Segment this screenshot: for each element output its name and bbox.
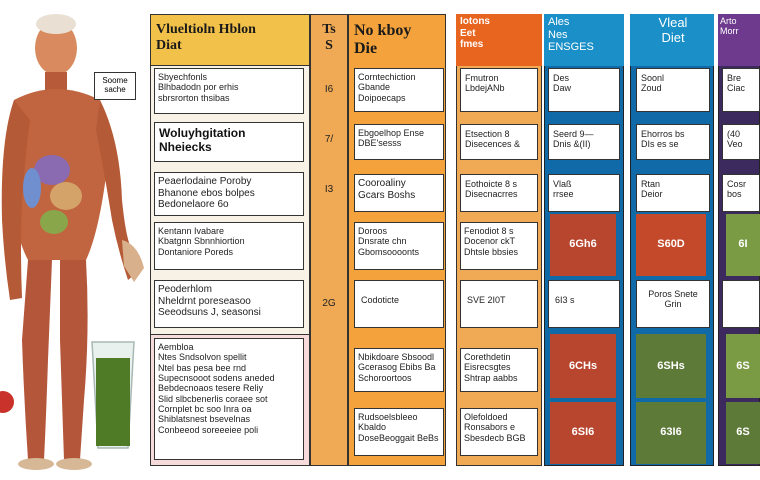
row1-col1-cell: Sbyechfonls Blhbadodn por erhis sbrsrorton thsibas [154,68,304,114]
kidney-organ [23,168,41,208]
row2-col2-value: 7/ [324,134,334,145]
row1-col7-cell: Bre Ciac [722,68,760,112]
row5-col2-value: 2G [322,298,336,309]
row2-col3-cell: Ebgoelhop Ense DBE'sesss [354,124,444,160]
left-foot [18,458,54,470]
row6-col6-value: 6SHs [636,334,706,398]
row5-col6-cell: Poros Snete Grin [636,280,710,328]
col2-header: Ts S [322,22,336,54]
col1-header: Vlueltioln Hblon Diat [156,22,256,54]
col5-header: Ales Nes ENSGES [548,16,594,54]
col7-header: Arto Morr [720,16,739,37]
row3-col5-cell: Vlaß rrsee [548,174,620,212]
row1-col3-cell: Corntechiction Gbande Doipoecaps [354,68,444,112]
row4-col4-cell: Fenodiot 8 s Docenor ckT Dhtsle bbsies [460,222,538,270]
side-label: Soome sache [94,72,136,100]
greens-in-glass [96,358,130,446]
col4-header: Iotons Eet fmes [460,16,490,50]
row3-col3-cell: Cooroaliny Gcars Boshs [354,174,444,212]
left-leg [22,260,52,460]
row7-col5-value: 6SI6 [550,402,616,464]
row4-col3-cell: Doroos Dnsrate chn Gbomsoooonts [354,222,444,270]
intestine-organ [50,182,82,210]
row3-col6-cell: Rtan Deior [636,174,710,212]
row2-col6-cell: Ehorros bs DIs es se [636,124,710,160]
row4-col1-cell: Kentann Ivabare Kbatgnn Sbnnhiortion Dontaniore Poreds [154,222,304,270]
row2-col1-cell: Woluyhgitation Nheiecks [154,122,304,162]
row6-col3-cell: Nbikdoare Sbsoodl Gcerasog Ebibs Ba Schoroortoos [354,348,444,392]
row3-col2-value: I3 [324,184,334,195]
hair-cap [36,14,76,34]
tomato-icon [0,391,14,413]
row3-col7-cell: Cosr bos [722,174,760,212]
row2-col5-cell: Seerd 9— Dnis &(II) [548,124,620,160]
row7-col7-value: 6S [726,402,760,464]
row1-col2-value: I6 [324,84,334,95]
row1-col5-cell: Des Daw [548,68,620,112]
row5-col1-cell: Peoderhlom Nheldrnt poreseasoo Seeodsuns J, seasonsi [154,280,304,328]
row6-col5-value: 6CHs [550,334,616,398]
neck-shape [45,72,67,90]
row2-col4-cell: Etsection 8 Disecences & [460,124,538,160]
col6-header: Vleal Diet [658,15,688,45]
row7-col6-value: 63I6 [636,402,706,464]
row1-col4-cell: Fmutron LbdejANb [460,68,538,112]
col2-background [310,14,348,466]
row7-col3-cell: Rudsoelsbleeo Kbaldo DoseBeoggait BeBs [354,408,444,456]
row7-col4-cell: Olefoldoed Ronsabors e Sbesdecb BGB [460,408,538,456]
row5-col4-cell: SVE 2I0T [460,280,538,328]
row3-col4-cell: Eothoicte 8 s Disecnacrres [460,174,538,212]
row4-col5-value: 6Gh6 [550,214,616,276]
row1-col6-cell: Soonl Zoud [636,68,710,112]
col3-header: No kboy Die [354,22,412,58]
row3-col1-cell: Peaerlodaine Poroby Bhanone ebos bolpes Bedonelaore 6o [154,172,304,216]
row4-col6-value: S60D [636,214,706,276]
row6-col4-cell: Corethdetin Eisrecsgtes Shtrap aabbs [460,348,538,392]
row5-col7-cell [722,280,760,328]
right-foot [56,458,92,470]
row2-col7-cell: (40 Veo [722,124,760,160]
row5-col3-cell: Codoticte [354,280,444,328]
right-leg [60,260,88,460]
row6-col7-value: 6S [726,334,760,398]
row5-col5-cell: 6I3 s [548,280,620,328]
row6-col1-cell: Aembloa Ntes Sndsolvon spellit Ntel bas pesa bee rnd Supecnsooot sodens aneded Bebdecnoaos tesere Reliy Slid slbcbenerlis coraee sot Cornplet bc soo Inra oa Shiblatsnest bsevelnas Conbeeod soreeeiee poli [154,338,304,460]
right-hand [122,240,144,282]
row4-col7-value: 6I [726,214,760,276]
colon-organ [40,210,68,234]
